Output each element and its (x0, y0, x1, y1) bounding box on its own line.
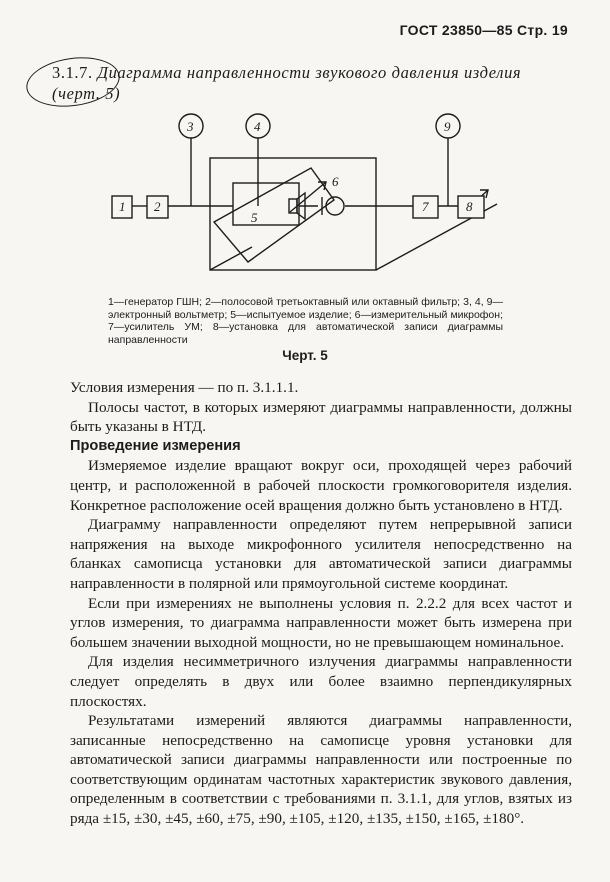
block-8-label: 8 (466, 199, 473, 214)
block-1-label: 1 (119, 199, 126, 214)
paragraph: Результатами измерений являются диаграммы направленности, записанные непосредственно на самописце уровня установки для автоматической записи диаграммы направленности или построенные по соответствующим ординатам частотных характеристик звукового давления, определенным в соответствии с требованиями п. 3.1.1, для углов, взятых из ряда ±15, ±30, ±45, ±60, ±75, ±90, ±105, ±120, ±135, ±150, ±165, ±180°. (70, 712, 572, 828)
meter-4-label: 4 (254, 119, 261, 134)
meter-9-label: 9 (444, 119, 451, 134)
paragraph: Полосы частот, в которых измеряют диаграммы направленности, должны быть указаны в НТД. (70, 398, 572, 436)
figure-label: Черт. 5 (282, 348, 328, 363)
block-diagram (0, 0, 610, 300)
meter-3-label: 3 (187, 119, 194, 134)
paragraph: Для изделия несимметричного излучения диаграммы направленности следует определять в двух или более взаимно перпендикулярных плоскостях. (70, 653, 572, 710)
block-2-label: 2 (154, 199, 161, 214)
microphone-label: 6 (332, 174, 339, 189)
paragraph: Условия измерения — по п. 3.1.1.1. (70, 379, 299, 396)
paragraph: Если при измерениях не выполнены условия п. 2.2.2 для всех частот и углов измерения, то диаграмма направленности может быть измерена при большем значении выходной мощности, но не превышающем номинальное. (70, 594, 572, 651)
speaker-icon (289, 199, 297, 213)
block-7-label: 7 (422, 199, 429, 214)
section-title-text: Диаграмма направленности звукового давления изделия (черт. 5) (52, 63, 522, 103)
paragraph: Диаграмму направленности определяют путем непрерывной записи напряжения на выходе микрофонного усилителя непосредственно на бланках самописца установки для автоматической записи диаграммы направленности в полярной или прямоугольной системе координат. (70, 516, 572, 592)
paragraph: Измеряемое изделие вращают вокруг оси, проходящей через рабочий центр, и расположенной в рабочей плоскости громкоговорителя изделия. Конкретное расположение осей вращения должно быть установлено в НТД. (70, 457, 572, 514)
microphone-icon (326, 197, 344, 215)
turntable-outline (214, 168, 334, 262)
body-text (70, 378, 572, 829)
section-number: 3.1.7. (52, 63, 93, 82)
test-chamber-frame (210, 158, 376, 270)
figure-caption: 1—генератор ГШН; 2—полосовой третьоктавный или октавный фильтр; 3, 4, 9—электронный вольтметр; 5—испытуемое изделие; 6—измерительный микрофон; 7—усилитель УМ; 8—установка для автоматической записи диаграммы направленности (108, 296, 503, 346)
product-label: 5 (251, 210, 258, 225)
subheading: Проведение измерения (70, 437, 241, 454)
page-header: ГОСТ 23850—85 Стр. 19 (399, 22, 568, 38)
